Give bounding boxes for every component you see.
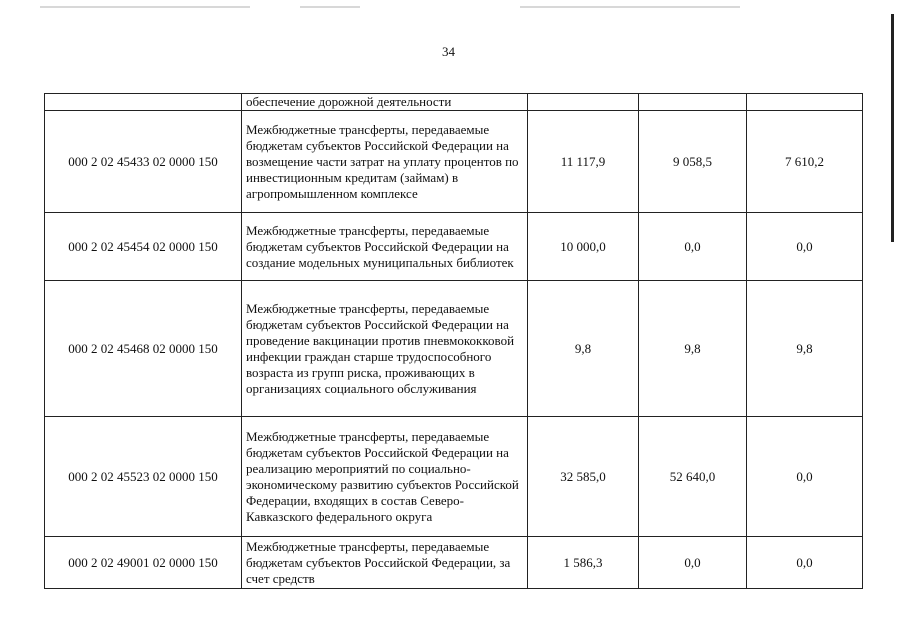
value-cell-1: 9,8: [528, 281, 639, 417]
value-cell-1: 11 117,9: [528, 111, 639, 213]
value-cell-1: 32 585,0: [528, 417, 639, 537]
value-cell-2: 0,0: [639, 537, 747, 589]
description-cell: Межбюджетные трансферты, передаваемые бюджетам субъектов Российской Федерации на возмещение части затрат на уплату процентов по инвестиционным кредитам (займам) в агропромышленном комплексе: [242, 111, 528, 213]
budget-code-cell: 000 2 02 45523 02 0000 150: [45, 417, 242, 537]
table-row: [45, 281, 863, 417]
value-cell-1: 10 000,0: [528, 213, 639, 281]
description-cell: Межбюджетные трансферты, передаваемые бюджетам субъектов Российской Федерации на проведение вакцинации против пневмококковой инфекции граждан старше трудоспособного возраста из групп риска, проживающих в организациях социального обслуживания: [242, 281, 528, 417]
budget-code-cell: [45, 94, 242, 111]
value-cell-1: [528, 94, 639, 111]
margin-line: [891, 14, 894, 242]
budget-table: [44, 93, 863, 589]
table-row: [45, 417, 863, 537]
description-cell: Межбюджетные трансферты, передаваемые бюджетам субъектов Российской Федерации на реализацию мероприятий по социально-экономическому развитию субъектов Российской Федерации, входящих в состав Северо-Кавказского федерального округа: [242, 417, 528, 537]
budget-code-cell: 000 2 02 45433 02 0000 150: [45, 111, 242, 213]
budget-code-cell: 000 2 02 45454 02 0000 150: [45, 213, 242, 281]
value-cell-3: 0,0: [747, 417, 863, 537]
scan-smudge: [520, 6, 740, 8]
value-cell-2: 0,0: [639, 213, 747, 281]
value-cell-1: 1 586,3: [528, 537, 639, 589]
page-number: 34: [442, 44, 455, 59]
description-cell: обеспечение дорожной деятельности: [242, 94, 528, 111]
value-cell-2: 9,8: [639, 281, 747, 417]
value-cell-3: 7 610,2: [747, 111, 863, 213]
table-row-continuation: [45, 94, 863, 111]
scan-smudge: [40, 6, 250, 8]
description-cell: Межбюджетные трансферты, передаваемые бюджетам субъектов Российской Федерации на создание модельных муниципальных библиотек: [242, 213, 528, 281]
scan-smudge: [300, 6, 360, 8]
value-cell-2: [639, 94, 747, 111]
value-cell-2: 52 640,0: [639, 417, 747, 537]
value-cell-3: [747, 94, 863, 111]
budget-code-cell: 000 2 02 49001 02 0000 150: [45, 537, 242, 589]
value-cell-3: 0,0: [747, 213, 863, 281]
budget-code-cell: 000 2 02 45468 02 0000 150: [45, 281, 242, 417]
description-cell: Межбюджетные трансферты, передаваемые бюджетам субъектов Российской Федерации, за счет средств: [242, 537, 528, 589]
value-cell-2: 9 058,5: [639, 111, 747, 213]
table-row: [45, 537, 863, 589]
table-row: [45, 213, 863, 281]
value-cell-3: 0,0: [747, 537, 863, 589]
value-cell-3: 9,8: [747, 281, 863, 417]
table-row: [45, 111, 863, 213]
